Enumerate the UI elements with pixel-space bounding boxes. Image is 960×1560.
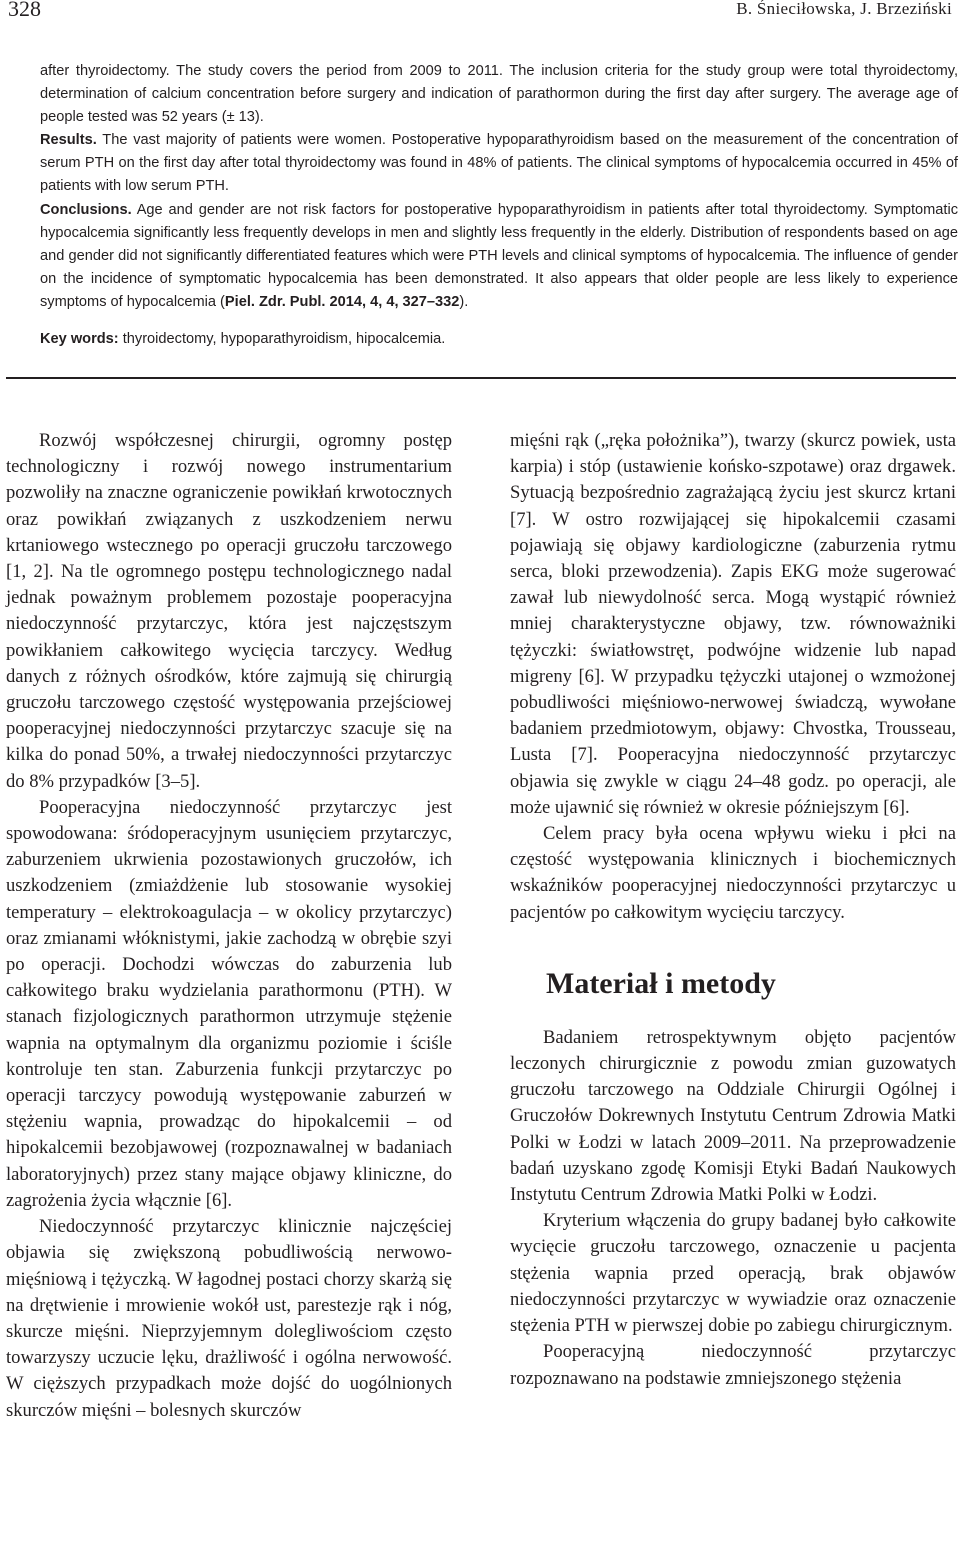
- paragraph: Pooperacyjna niedoczynność przytarczyc jest spowodowana: śródoperacyjnym usunięciem przytarczyc, zaburzeniem ukrwienia pozostawionych gruczołów, ich uszkodzeniem (zmiażdżenie lub stosowanie wysokiej temperatury – elektrokoagulacja – w okolicy przytarczyc) oraz zmianami włóknistymi, jakie zachodzą w obrębie szyi po operacji. Dochodzi wówczas do zaburzenia lub całkowitego braku wydzielania parathormonu (PTH). W stanach fizjologicznych parathormon utrzymuje stężenie wapnia na optymalnym dla organizmu poziomie i ściśle kontroluje ten stan. Zaburzenia funkcji przytarczyc po operacji tarczycy powodują występowanie zaburzeń w stężeniu wapnia, prowadząc do hipokalcemii – od hipokalcemii bezobjawowej (rozpoznawalnej w badaniach laboratoryjnych) przez stany mające objawy kliniczne, do zagrożenia życia włącznie [6].: [6, 796, 452, 1211]
- right-column: [510, 428, 956, 1392]
- paragraph: Badaniem retrospektywnym objęto pacjentów leczonych chirurgicznie z powodu zmian guzowatych gruczołu tarczowego na Oddziale Chirurgii Ogólnej i Gruczołów Dokrewnych Instytutu Centrum Zdrowia Matki Polki w Łodzi w latach 2009–2011. Na przeprowadzenie badań uzyskano zgodę Komisji Etyki Badań Naukowych Instytutu Centrum Zdrowia Matki Polki w Łodzi.: [510, 1026, 956, 1206]
- abstract-conclusions: [40, 199, 958, 314]
- conclusions-text: Age and gender are not risk factors for postoperative hypoparathyroidism in patients after total thyroidectomy. Symptomatic hypocalcemia significantly less frequently develops in men and slightly less frequently in the elderly. Distribution of respondents based on age and gender did not significantly differentiated features which were PTH levels and clinical symptoms of hypocalcemia. The influence of gender on the incidence of symptomatic hypocalcemia has been demonstrated. It also appears that older people are less likely to experience symptoms of hypocalcemia (: [40, 201, 958, 310]
- results-text: The vast majority of patients were women. Postoperative hypoparathyroidism based on the measurement of the concentration of serum PTH on the first day after total thyroidectomy was found in 48% of patients. The clinical symptoms of hypocalcemia occurred in 45% of patients with low serum PTH.: [40, 132, 958, 195]
- paragraph: mięśni rąk („ręka położnika”), twarzy (skurcz powiek, usta karpia) i stóp (ustawienie końsko-szpotawe) oraz drgawek. Sytuacją bezpośrednio zagrażającą życiu jest skurcz krtani [7]. W ostro rozwijającej się hipokalcemii czasami pojawiają się objawy kardiologiczne (zaburzenia rytmu serca, bloki przewodzenia). Zapis EKG może sugerować zawał lub niewydolność serca. Mogą wystąpić również mniej charakterystyczne objawy, tzw. równoważniki tężyczki: światłowstręt, podwójne widzenie lub napad migreny [6]. W przypadku tężyczki utajonej o wzmożonej pobudliwości mięśniowo-nerwowej świadczą, wywołane badaniem przedmiotowym, objawy: Chvostka, Trousseau, Lusta [7]. Pooperacyjna niedoczynność przytarczyc objawia się zwykle w ciągu 24–48 godz. po operacji, ale może ujawnić się również w okresie późniejszym [6].: [510, 430, 956, 818]
- section-title: Materiał i metody: [546, 966, 776, 1000]
- page-header: [0, 0, 960, 36]
- page-number: 328: [8, 0, 41, 21]
- keywords-label: Key words:: [40, 331, 119, 348]
- citation-end: ).: [459, 293, 469, 310]
- running-head-authors: B. Śnieciłowska, J. Brzeziński: [736, 0, 952, 18]
- paragraph: Celem pracy była ocena wpływu wieku i płci na częstość występowania klinicznych i biochemicznych wskaźników pooperacyjnej niedoczynności przytarczyc u pacjentów po całkowitym wycięciu tarczycy.: [510, 823, 956, 923]
- abstract-methods-tail: after thyroidectomy. The study covers the period from 2009 to 2011. The inclusion criteria for the study group were total thyroidectomy, determination of calcium concentration before surgery and indication of parathormon during the first day after surgery. The average age of people tested was 52 years (± 13).: [40, 63, 958, 126]
- conclusions-label: Conclusions.: [40, 201, 132, 218]
- left-column: [6, 428, 452, 1424]
- abstract-divider: [6, 377, 956, 379]
- results-label: Results.: [40, 132, 97, 149]
- paragraph: Niedoczynność przytarczyc klinicznie najczęściej objawia się zwiększoną pobudliwością nerwowo-mięśniową i tężyczką. W łagodnej postaci chorzy skarżą się na drętwienie i mrowienie wokół ust, parestezje rąk i nóg, skurcze mięśni. Nieprzyjemnym dolegliwościom często towarzyszy uczucie lęku, drażliwość i ogólna nerwowość. W cięższych przypadkach może dojść do uogólnionych skurczów mięśni – bolesnych skurczów: [6, 1216, 452, 1421]
- abstract: [40, 60, 958, 351]
- citation: Piel. Zdr. Publ. 2014, 4, 4, 327–332: [224, 293, 460, 310]
- paragraph: Rozwój współczesnej chirurgii, ogromny postęp technologiczny i rozwój nowego instrumentarium pozwoliły na znaczne ograniczenie powikłań krwotocznych oraz powikłań związanych z uszkodzeniem nerwu krtaniowego wstecznego po operacji gruczołu tarczowego [1, 2]. Na tle ogromnego postępu technologicznego nadal jednak poważnym problemem pozostaje pooperacyjna niedoczynność przytarczyc, która jest najczęstszym powikłaniem całkowitego wycięcia tarczycy. Według danych z różnych ośrodków, które zajmują się chirurgią gruczołu tarczowego częstość występowania przejściowej pooperacyjnej niedoczynności przytarczyc szacuje się na kilka do ponad 50%, a trwałej niedoczynności przytarczyc do 8% przypadków [3–5].: [6, 430, 452, 792]
- abstract-results: [40, 129, 958, 198]
- keywords: [40, 328, 958, 351]
- keywords-text: thyroidectomy, hypoparathyroidism, hipocalcemia.: [118, 331, 446, 348]
- paragraph: Pooperacyjną niedoczynność przytarczyc rozpoznawano na podstawie zmniejszonego stężenia: [510, 1341, 956, 1389]
- paragraph: Kryterium włączenia do grupy badanej było całkowite wycięcie gruczołu tarczowego, oznaczenie u pacjenta stężenia wapnia przed operacją, brak objawów niedoczynności przytarczyc w wywiadzie oraz oznaczenie stężenia PTH w pierwszej dobie po zabiegu chirurgicznym.: [510, 1210, 956, 1337]
